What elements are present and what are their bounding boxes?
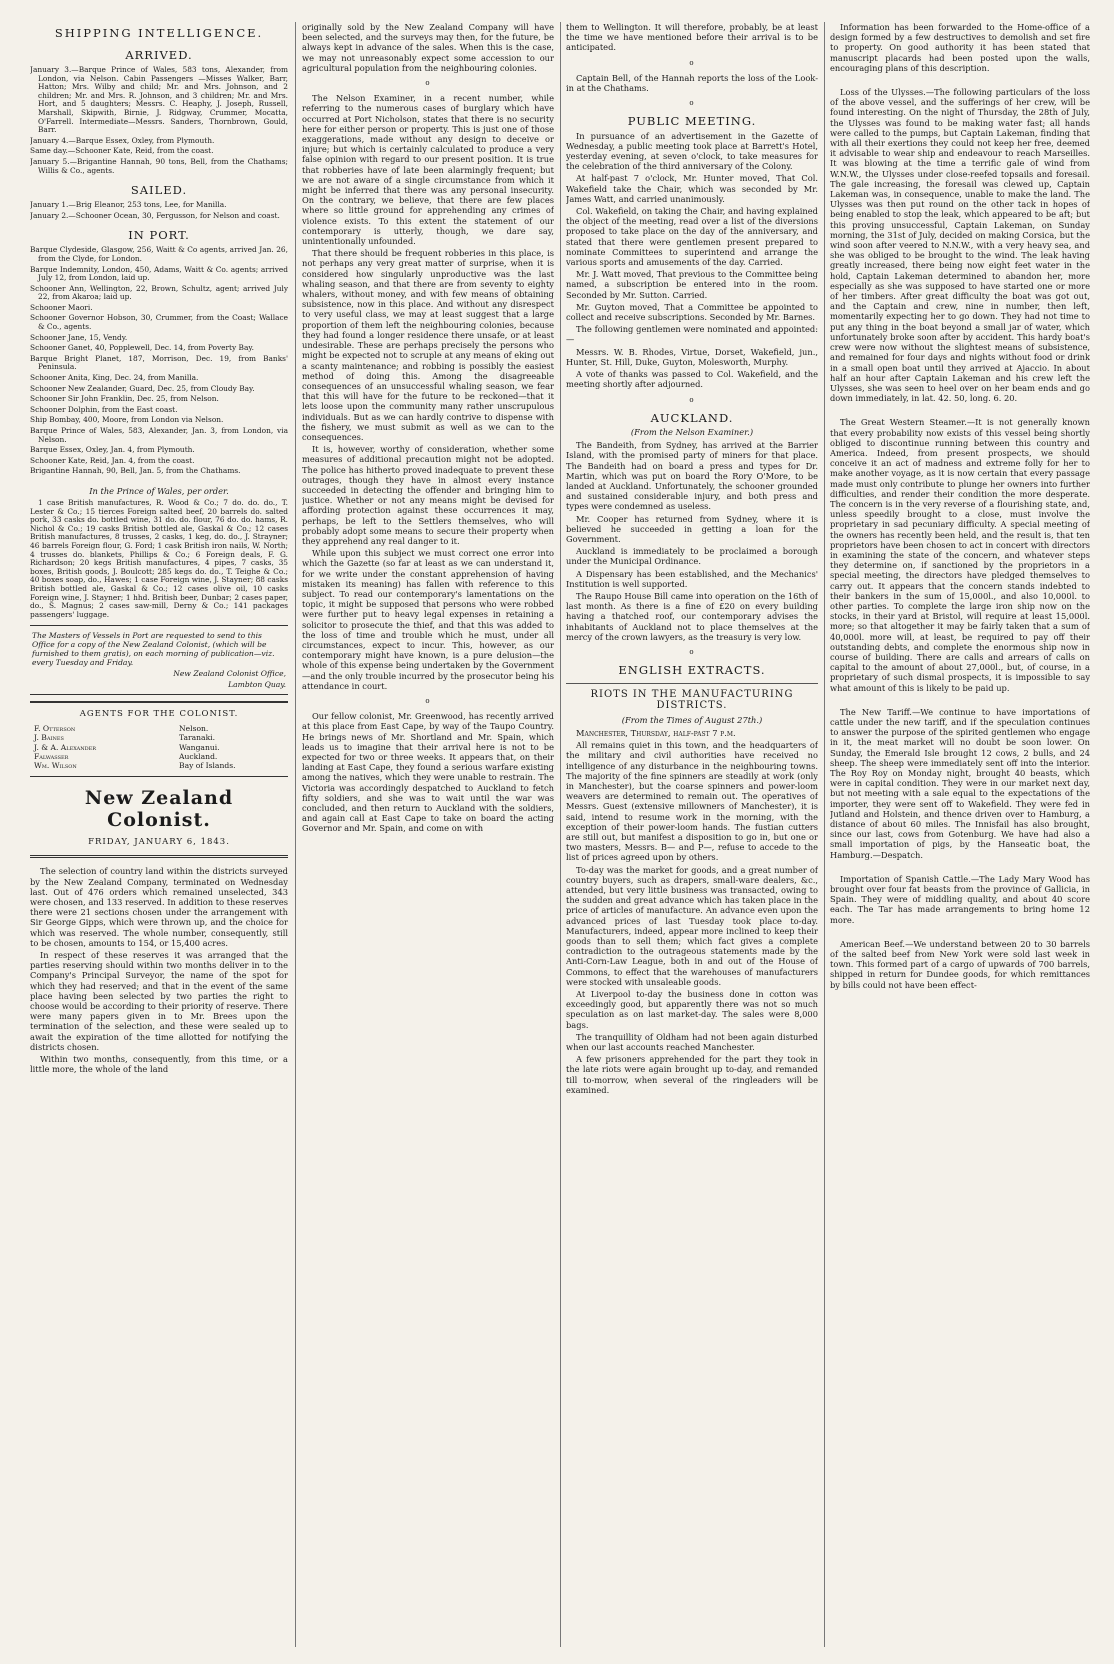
paragraph: A Dispensary has been established, and the Mechanics' Institution is well supported. [566, 568, 818, 589]
paragraph: Mr. Cooper has returned from Sydney, where it is believed he succeeded in getting a loan for the Government. [566, 513, 818, 544]
agent-row [30, 761, 288, 770]
paragraph: That there should be frequent robberies in this place, is not perhaps any very great matter of surprise, when it is considered how singularly unproductive was the last whaling season, and that there are from seventy to eighty whalers, without money, and with few means of obtaining subsistence, now in this place. And without any disrespect to very useful class, we may at least suggest that a large proportion of them left the neighbouring colonies, because they had found a longer residence there unsafe, or at least undesirable. These are perhaps precisely the persons who might be expected not to scruple at any means of eking out a scanty maintenance; and robbing is possibly the easiest method of doing this. Among the disagreeable consequences of an unsuccessful whaling season, we fear that this will have for the future to be reckoned—that it lets loose upon the community many rather unscrupulous individuals. But as we can hardly contrive to dispense with the fishery, we must submit as well as we can to the consequences. [302, 248, 554, 442]
column-3-body [566, 22, 818, 1095]
list-item: Barque Clydeside, Glasgow, 256, Waitt & Co agents, arrived Jan. 26, from the Clyde, for London. [30, 245, 288, 263]
section-heading: PUBLIC MEETING. [627, 114, 757, 129]
agent-place: Nelson. [179, 724, 209, 734]
paragraph: Within two months, consequently, from this time, or a little more, the whole of the land [30, 1053, 288, 1075]
column-rule [824, 22, 825, 1647]
paragraph: At half-past 7 o'clock, Mr. Hunter moved, That Col. Wakefield take the Chair, which was seconded by Mr. James Watt, and carried unanimously. [566, 173, 818, 204]
paragraph: Mr. Guyton moved, That a Committee be appointed to collect and receive subscriptions. Seconded by Mr. Barnes. [566, 301, 818, 323]
agent-place: Bay of Islands. [179, 761, 236, 771]
dateline: Manchester, Thursday, half-past 7 p.m. [576, 727, 736, 738]
agent-name: J. Baines [34, 733, 64, 743]
list-item: Barque Indemnity, London, 450, Adams, Waitt & Co. agents; arrived July 12, from London, laid up. [30, 264, 288, 283]
column-2 [302, 22, 554, 1647]
paragraph: A vote of thanks was passed to Col. Wakefield, and the meeting shortly after adjourned. [566, 369, 818, 390]
agent-row [30, 733, 288, 742]
paragraph: Captain Bell, of the Hannah reports the loss of the Look-in at the Chathams. [566, 72, 818, 94]
list-item: Schooner New Zealander, Guard, Dec. 25, from Cloudy Bay. [30, 383, 255, 393]
column-rule [560, 22, 561, 1647]
column-rule [295, 22, 296, 1647]
paragraph: Our fellow colonist, Mr. Greenwood, has recently arrived at this place from East Cape, by way of the Taupo Country. He brings news of Mr. Shortland and Mr. Spain, which leads us to imagine that their arrival here is not to be expected for two or three weeks. It appears that, on their landing at East Cape, they found a serious warfare existing among the natives, which they were unable to restrain. The Victoria was accordingly despatched to Auckland to fetch fifty soldiers, and she was to wait until the war was concluded, and then return to Auckland with the soldiers, and again call at East Cape to take on board the acting Governor and Mr. Spain, and come on with [302, 711, 554, 834]
arrived-list [30, 66, 288, 175]
paragraph: The Raupo House Bill came into operation on the 16th of last month. As there is a fine of £20 on every building having a thatched roof, our contemporary advises the inhabitants of Auckland not to place themselves at the mercy of the crown lawyers, as the treasury is very low. [566, 590, 818, 642]
list-item: Schooner Dolphin, from the East coast. [30, 404, 178, 414]
article-heading: RIOTS IN THE MANUFACTURING DISTRICTS. [566, 683, 818, 710]
paragraph: The following gentlemen were nominated and appointed:— [566, 324, 818, 345]
issue-date: FRIDAY, JANUARY 6, 1843. [88, 837, 230, 848]
list-item: Schooner Sir John Franklin, Dec. 25, from Nelson. [30, 394, 219, 404]
paragraph: Messrs. W. B. Rhodes, Virtue, Dorset, Wakefield, jun., Hunter, St. Hill, Duke, Guyton, Molesworth, Murphy. [566, 346, 818, 367]
column-2-body [302, 22, 554, 834]
paragraph: Auckland is immediately to be proclaimed a borough under the Municipal Ordinance. [566, 546, 818, 567]
masthead: New Zealand Colonist. [84, 787, 234, 832]
paragraph: While upon this subject we must correct one error into which the Gazette (so far at least as we can understand it, for we write under the constant apprehension of having mistaken its meaning) has fallen with reference to this subject. To read our contemporary's lamentations on the topic, it might be supposed that persons who were robbed were further put to heavy legal expenses in retaining a solicitor to prosecute the thief, and that this was added to the loss of time and trouble which he must, under all circumstances, expect to incur. This, however, as our contemporary might have known, is a pure delusion—the whole of this expense being undertaken by the Government—and the only trouble incurred by the prosecutor being his attendance in court. [302, 548, 554, 691]
separator: o [689, 395, 695, 404]
list-item: January 2.—Schooner Ocean, 30, Fergusson, for Nelson and coast. [30, 210, 280, 220]
section-heading: AUCKLAND. [650, 410, 734, 425]
paragraph: Importation of Spanish Cattle.—The Lady Mary Wood has brought over four fat beasts from the province of Gallicia, in Spain. They were of middling quality, and about 40 score each. The Tar has made arrangements to bring home 12 more. [830, 873, 1090, 925]
sailed-list [30, 201, 288, 220]
column-4-body [830, 22, 1090, 990]
paragraph: Loss of the Ulysses.—The following particulars of the loss of the above vessel, and the sufferings of her crew, will be found interesting. On the night of Thursday, the 28th of July, the Ulysses was found to be making water fast; all hands were called to the pumps, but Captain Lakeman, finding that with all their exertions they could not keep her free, deemed it advisable to wear ship and endeavour to reach Marseilles. It was blowing at the time a terrific gale of wind from W.N.W., the Ulysses under close-reefed topsails and foresail. The gale increasing, the foresail was clewed up, Captain Lakeman was, in consequence, unable to make the land. The Ulysses was then put round on the other tack in hopes of being enabled to stop the leak, which appeared to be aft; but this proving unsuccessful, Captain Lakeman, on Sunday morning, the 31st of July, decided on making Corsica, but the wind soon after veered to N.N.W., with a very heavy sea, and she was obliged to be brought to the wind. The leak having greatly increased, there being now eight feet water in the hold, Captain Lakeman determined to abandon her, more especially as she was supposed to have started one or more of her timbers. After great difficulty the boat was got out, and the Captain and crew, nine in number, then left, momentarily expecting her to go down. They had not time to put any thing in the boat beyond a small jar of water, which unfortunately broke soon after by accident. This hardy boat's crew were now without the slightest means of subsistence, and remained for four days and nights without food or drink in a small open boat until they arrived at Ajaccio. In about half an hour after Captain Lakeman and his crew left the Ulysses, she was seen to heel over on her beam ends and go down immediately, in lat. 42. 50, long. 6. 20. [830, 87, 1090, 404]
agent-place: Wanganui. [179, 742, 220, 752]
list-item: January 3.—Barque Prince of Wales, 583 tons, Alexander, from London, via Nelson. Cabin Passengers —Misses Walker, Barr, Hatton; Mrs. Wilby and child; Mr. and Mrs. Johnson, and 2 children; Mr. and Mrs. R. Johnson, and 3 children; Mr. and Mrs. Hort, and 5 daughters; Messrs. C. Heaphy, J. Joseph, Russell, Marshall, Skipwith, Birnie, J. Ridgway, Crummer, Mocatta, O'Farrell. Intermediate—Messrs. Sanders, Thornbrown, Gould, Barr. [30, 65, 288, 135]
sailed-heading: SAILED. [130, 183, 188, 198]
double-rule [30, 855, 288, 858]
list-item: Barque Essex, Oxley, Jan. 4, from Plymouth. [30, 445, 195, 455]
agent-place: Auckland. [179, 751, 218, 761]
list-item: January 4.—Barque Essex, Oxley, from Plymouth. [30, 135, 215, 145]
column-4 [830, 22, 1090, 1647]
source-line: (From the Nelson Examiner.) [630, 426, 754, 437]
paragraph: American Beef.—We understand between 20 to 30 barrels of the salted beef from New York were sold last week in town. This formed part of a cargo of upwards of 700 barrels, shipped in return for Dundee goods, for which remittances by bills could not have been effect- [830, 938, 1090, 990]
list-item: Barque Bright Planet, 187, Morrison, Dec. 19, from Banks' Peninsula. [30, 353, 288, 372]
agent-name: F. Otterson [34, 724, 76, 734]
list-item: Schooner Ann, Wellington, 22, Brown, Schultz, agent; arrived July 22, from Akaroa; laid up. [30, 283, 288, 302]
notice-text: The Masters of Vessels in Port are requested to send to this Office for a copy of the New Zealand Colonist, (which will be furnished to them gratis), on each morning of publication—viz. every Tuesday and Friday. [32, 631, 275, 668]
paragraph: In respect of these reserves it was arranged that the parties reserving should within two months deliver in to the Company's Principal Surveyor, the name of the spot for which they had reserved; and that in the event of the same place having been selected by two parties the right to choose would be according to their priority of reserve. There were many papers given in to Mr. Brees upon the termination of the selection, and these were sealed up to await the expiration of the time allotted for notifying the districts chosen. [30, 949, 288, 1052]
separator: o [425, 79, 431, 88]
notice-signature: New Zealand Colonist Office, [173, 669, 286, 679]
column-3 [566, 22, 818, 1647]
list-item: Barque Prince of Wales, 583, Alexander, Jan. 3, from London, via Nelson. [30, 426, 288, 444]
list-item: Schooner Governor Hobson, 30, Crummer, from the Coast; Wallace & Co., agents. [30, 313, 288, 332]
newspaper-page [30, 22, 1090, 1652]
inport-list [30, 246, 288, 476]
separator: o [689, 647, 695, 656]
separator: o [425, 697, 431, 705]
separator: o [689, 99, 695, 108]
source-line: (From the Times of August 27th.) [621, 714, 763, 725]
paragraph: At Liverpool to-day the business done in cotton was exceedingly good, but apparently there was not so much speculation as on last market-day. The sales were 8,000 bags. [566, 989, 818, 1030]
list-item: Schooner Jane, 15, Vendy. [30, 332, 128, 342]
paragraph: It is, however, worthy of consideration, whether some measures of additional precaution might not be adopted. The police has hitherto proved inadequate to prevent these outrages, though they have in almost every instance succeeded in detecting the offender and bringing him to justice. Whether or not any means might be devised for affording protection against these occurrences it may, perhaps, be left to the Settlers themselves, who will probably adopt some means to secure their property when they apprehend any real danger to it. [302, 444, 554, 546]
agent-name: Wm. Wilson [34, 761, 77, 771]
inport-heading: IN PORT. [128, 228, 190, 243]
cargo-list [30, 499, 288, 619]
paragraph: The tranquillity of Oldham had not been again disturbed when our last accounts reached Manchester. [566, 1031, 818, 1053]
cargo-text: 1 case British manufactures, R. Wood & Co.; 7 do. do. do., T. Lester & Co.; 15 tierces Foreign salted beef, 20 barrels do. salted pork, 33 casks do. bottled wine, 31 do. do. flour, 76 do. do. hams, R. Nichol & Co.; 19 casks British bottled ale, Gaskal & Co.; 12 cases British manufactures, 8 trusses, 2 casks, 1 keg, do. do., J. Strayner; 46 barrels Foreign flour, G. Ford; 1 cask British iron nails, W. North; 4 trusses do. blankets, Phillips & Co.; 6 Foreign deals, F. G. Richardson; 20 kegs British manufactures, 4 pipes, 7 casks, 35 boxes, British goods, J. Boulcott; 285 kegs do. do., T. Teighe & Co.; 40 boxes soap, do., Hawes; 1 case Foreign wine, J. Stayner; 88 casks British bottled ale, Gaskal & Co.; 12 cases olive oil, 10 casks Foreign wine, J. Stayner; 1 hhd. British beer, Dunbar; 2 cases paper, do., S. Magnus; 2 cases saw-mill, Derny & Co.; 141 packages passengers' luggage. [30, 497, 288, 619]
cargo-heading: In the Prince of Wales, per order. [89, 485, 229, 496]
section-heading: ENGLISH EXTRACTS. [618, 663, 766, 678]
paragraph: The Great Western Steamer.—It is not generally known that every probability now exists of this vessel being shortly obliged to discontinue running between this country and America. Indeed, from present prospects, we should conceive it an act of madness and extreme folly for her to make another voyage, as it is now certain that every passage made must only contribute to plunge her owners into further difficulties, and render their condition the more desperate. The concern is in the very reverse of a flourishing state, and, unless speedily brought to a close, must involve the proprietary in sad pecuniary difficulty. A special meeting of the owners has recently been held, and the result is, that ten proprietors have been chosen to act in concert with directors in examining the state of the concern, and whatever steps they determine on, if sanctioned by the proprietors in a special meeting, the directors have pledged themselves to carry out. It appears that the concern stands indebted to their bankers in the sum of 15,000l., and also 10,000l. to other parties. To complete the large iron ship now on the stocks, in their yard at Bristol, will require at least 15,000l. more; so that altogether it may be fairly taken that a sum of 40,000l. more will, at least, be required to pay off their outstanding debts, and complete the enormous ship now in course of building. There are calls and arrears of calls on capital to the amount of about 27,000l., but, of course, in a proprietary of such dismal prospects, it is impossible to say what amount of this is likely to be paid up. [830, 417, 1090, 693]
paragraph: Col. Wakefield, on taking the Chair, and having explained the object of the meeting, read over a list of the diversions proposed to take place on the day of the anniversary, and stated that there were gentlemen present prepared to nominate Committees to superintend and arrange the various sports and amusements of the day. Carried. [566, 206, 818, 268]
paragraph: The Nelson Examiner, in a recent number, while referring to the numerous cases of burglary which have occurred at Port Nicholson, states that there is no security here for either person or property. This is just one of those exaggerations, made without any design to deceive or injure; but which is certainly calculated to produce a very false opinion with regard to our present position. It is true that robberies have of late been alarmingly frequent; but we are not aware of a single circumstance from which it might be inferred that there was any personal insecurity. On the contrary, we believe, that there are few places where so little ground for apprehending any crimes of violence exists. To this extent the statement of our contemporary is utterly, though, we dare say, unintentionally unfounded. [302, 93, 554, 247]
notice-signature: Lambton Quay. [228, 680, 286, 690]
masters-notice [30, 625, 288, 695]
paragraph: The Bandeith, from Sydney, has arrived at the Barrier Island, with the promised party of miners for that place. The Bandeith had on board a press and types for Dr. Martin, which was put on board the Rory O'More, to be landed at Auckland. Unfortunately, the schooner grounded and sustained considerable injury, and both press and types were condemned as useless. [566, 440, 818, 512]
list-item: January 1.—Brig Eleanor, 253 tons, Lee, for Manilla. [30, 200, 227, 210]
agent-place: Taranaki. [179, 733, 216, 743]
paragraph: Mr. J. Watt moved, That previous to the Committee being named, a subscription be entered into in the room. Seconded by Mr. Sutton. Carried. [566, 269, 818, 300]
column-1 [30, 22, 288, 1647]
editorial [30, 866, 288, 1074]
list-item: Brigantine Hannah, 90, Bell, Jan. 5, from the Chathams. [30, 466, 241, 476]
agent-row [30, 724, 288, 733]
list-item: Schooner Anita, King, Dec. 24, from Manilla. [30, 373, 199, 383]
paragraph: To-day was the market for goods, and a great number of country buyers, such as drapers, small-ware dealers, &c., attended, but very little business was transacted, owing to the sudden and great advance which has taken place in the price of articles of manufacture. An advance even upon the advanced prices of last Tuesday took place to-day. Manufacturers, indeed, appear more inclined to keep their goods than to sell them; which fact gives a complete contradiction to the outrageous statements made by the Anti-Corn-Law League, both in and out of the House of Commons, to effect that the warehouses of manufacturers were stocked with unsaleable goods. [566, 864, 818, 987]
list-item: January 5.—Brigantine Hannah, 90 tons, Bell, from the Chathams; Willis & Co., agents. [30, 156, 288, 175]
separator: o [689, 58, 695, 67]
paragraph: Information has been forwarded to the Home-office of a design formed by a few destructives to demolish and set fire to property. On good authority it has been stated that manuscript placards had been posted upon the walls, encouraging plans of this description. [830, 22, 1090, 73]
paragraph: The selection of country land within the districts surveyed by the New Zealand Company, terminated on Wednesday last. Out of 476 orders which remained unselected, 343 were chosen, and 133 reserved. In addition to these reserves there were 21 sections chosen under the arrangement with Sir George Gipps, which were thrown up, and the choice for which was reserved. The whole number, consequently, still to be chosen, amounts to 154, or 15,400 acres. [30, 866, 288, 948]
list-item: Schooner Kate, Reid, Jan. 4, from the coast. [30, 455, 195, 465]
paragraph: All remains quiet in this town, and the headquarters of the military and civil authorities have received no intelligence of any disturbance in the neighbouring towns. The majority of the fine spinners are steadily at work (only in Manchester), but the coarse spinners and power-loom weavers are determined to remain out. The operatives of Messrs. Guest (extensive millowners of Manchester), it is said, intend to resume work in the morning, with the exception of their power-loom hands. The fustian cutters are still out, but manifest a disposition to go in, but one or two masters, Messrs. B— and P—, refuse to accede to the list of prices agreed upon by others. [566, 740, 818, 863]
paragraph: A few prisoners apprehended for the part they took in the late riots were again brought up to-day, and remanded till to-morrow, when several of the ringleaders will be examined. [566, 1054, 818, 1095]
paragraph: In pursuance of an advertisement in the Gazette of Wednesday, a public meeting took place at Barrett's Hotel, yesterday evening, at seven o'clock, to take measures for the celebration of the third anniversary of the Colony. [566, 130, 818, 172]
agents-heading: AGENTS FOR THE COLONIST. [79, 709, 239, 720]
list-item: Schooner Ganet, 40, Popplewell, Dec. 14, from Poverty Bay. [30, 343, 254, 353]
paragraph: The New Tariff.—We continue to have importations of cattle under the new tariff, and if the speculation continues to answer the purpose of the spirited gentlemen who engage in it, the meat market will no doubt be soon lower. On Sunday, the Emerald Isle brought 12 cows, 2 bulls, and 24 sheep. The sheep were immediately sent off into the interior. The Roy Roy on Monday night, brought 40 beasts, which were in capital condition. They were in our market next day, but not meeting with a sale equal to the expectations of the importer, they were sent off to Wakefield. They were fed in Jutland and Holstein, and thence driven over to Hamburg, a distance of about 60 miles. The Innisfail has also brought, since our last, cows from Gotenburg. We have had also a small importation of pigs, by the Hanseatic boat, the Hamburg.—Despatch. [830, 706, 1090, 860]
arrived-heading: ARRIVED. [125, 48, 193, 62]
agent-row [30, 743, 288, 752]
shipping-heading: SHIPPING INTELLIGENCE. [54, 26, 264, 40]
paragraph: them to Wellington. It will therefore, probably, be at least the time we have mentioned before their arrival is to be anticipated. [566, 22, 818, 53]
list-item: Ship Bombay, 400, Moore, from London via Nelson. [30, 415, 224, 425]
paragraph: originally sold by the New Zealand Company will have been selected, and the surveys may then, for the future, be always kept in advance of the sales. When this is the case, we may not unreasonably expect some accession to our agricultural population from the neighbouring colonies. [302, 22, 554, 73]
list-item: Schooner Maori. [30, 302, 93, 312]
agent-name: J. & A. Alexander [34, 742, 97, 752]
agent-row [30, 752, 288, 761]
list-item: Same day.—Schooner Kate, Reid, from the coast. [30, 146, 214, 156]
agents-box [30, 701, 288, 777]
agent-name: Falwasser [34, 751, 69, 761]
